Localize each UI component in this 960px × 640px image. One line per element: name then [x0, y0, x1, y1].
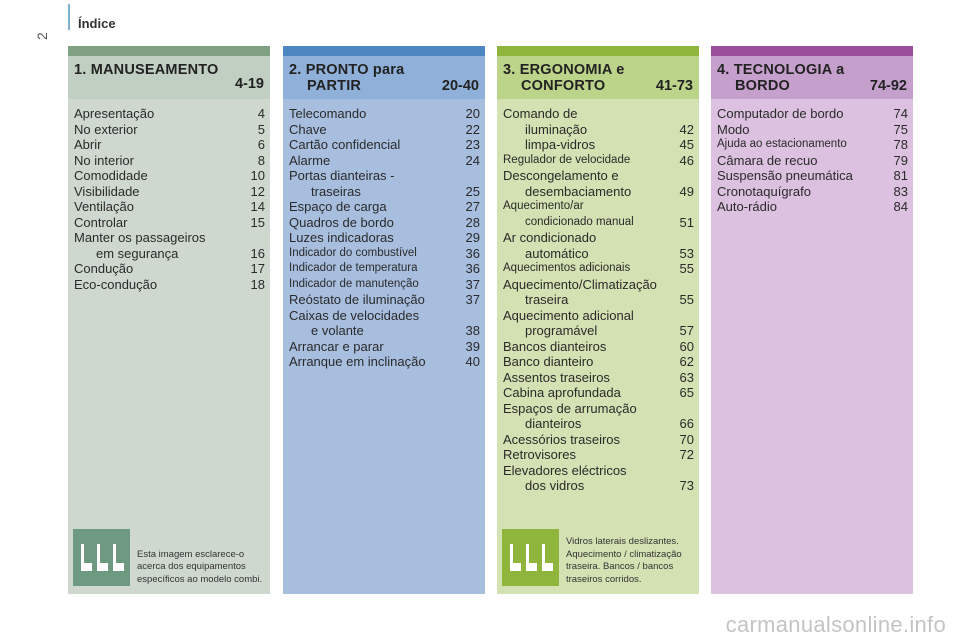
section-color-strip — [283, 46, 485, 56]
index-entry-page: 37 — [465, 292, 480, 307]
index-entry[interactable] — [717, 137, 908, 153]
model-note — [73, 529, 267, 586]
index-entry[interactable] — [503, 401, 694, 432]
index-entry-label: Suspensão pneumática — [717, 168, 853, 183]
index-entry-label: Elevadores eléctricos — [503, 462, 627, 478]
index-entry-page: 28 — [465, 214, 480, 230]
index-entry[interactable] — [74, 277, 265, 293]
model-note-line: traseira. Bancos / bancos — [566, 561, 674, 572]
index-entry[interactable] — [289, 199, 480, 215]
index-entry-label: Câmara de recuo — [717, 152, 818, 168]
index-entry-page: 63 — [679, 369, 694, 385]
section-page-range: 41-73 — [655, 78, 693, 94]
index-entry-page: 78 — [893, 137, 908, 152]
index-entry[interactable] — [74, 230, 265, 261]
index-entry-page: 57 — [679, 323, 694, 338]
index-entry-label: Acessórios traseiros — [503, 431, 621, 447]
index-entry-page: 16 — [250, 245, 265, 261]
index-entry[interactable] — [717, 122, 908, 138]
index-entry[interactable] — [74, 215, 265, 231]
section-title-line2: CONFORTO — [521, 78, 606, 94]
index-entry-label: Aquecimento adicional — [503, 307, 634, 323]
index-entry-label: Ar condicionado — [503, 230, 597, 245]
section-title-line2: PARTIR — [307, 78, 362, 94]
index-entry-page: 36 — [465, 245, 480, 261]
index-entry-label: Indicador de manutenção — [289, 277, 419, 290]
index-entry-page: 4 — [257, 106, 265, 121]
index-entry-page: 75 — [893, 121, 908, 137]
index-entry[interactable] — [503, 277, 694, 308]
index-entry-label: Manter os passageiros — [74, 230, 206, 245]
index-entry-label: traseiras — [311, 183, 361, 199]
index-entry-label: Aquecimento/Climatização — [503, 276, 657, 292]
index-entry[interactable] — [503, 137, 694, 153]
index-entry-label: Indicador do combustível — [289, 246, 417, 259]
page-title: Índice — [78, 16, 116, 31]
section-color-strip — [711, 46, 913, 56]
index-entry[interactable] — [74, 199, 265, 215]
index-entry-label: Ventilação — [74, 199, 134, 214]
section-color-strip — [68, 46, 270, 56]
seats-icon — [73, 529, 130, 586]
index-entry-page: 73 — [679, 478, 694, 493]
index-entry-label: Luzes indicadoras — [289, 230, 394, 245]
index-entry-label: limpa-vidros — [525, 137, 596, 152]
index-entry[interactable] — [503, 153, 694, 169]
index-entry-label: Computador de bordo — [717, 106, 844, 121]
model-note-line: Esta imagem esclarece-o — [137, 548, 245, 560]
index-entry-page: 20 — [465, 106, 480, 121]
model-note-line: Vidros laterais deslizantes. — [566, 536, 679, 547]
index-entry-label: Condução — [74, 261, 134, 276]
section-entry-list — [283, 99, 485, 370]
index-entry-page: 24 — [465, 152, 480, 168]
index-entry-page: 53 — [679, 245, 694, 261]
index-entry-page: 39 — [465, 338, 480, 354]
model-note-text — [566, 536, 696, 586]
index-entry[interactable] — [74, 261, 265, 277]
index-entry-label: Reóstato de iluminação — [289, 292, 425, 307]
index-entry[interactable] — [289, 339, 480, 355]
header-accent-bar — [68, 4, 70, 30]
index-entry[interactable] — [503, 230, 694, 261]
index-entry-label: Descongelamento e — [503, 168, 619, 183]
index-entry-label: programável — [525, 323, 598, 338]
index-entry-page: 60 — [679, 338, 694, 354]
index-entry-label: No interior — [74, 152, 134, 168]
index-entry[interactable] — [717, 153, 908, 169]
index-entry[interactable] — [289, 106, 480, 122]
index-entry-page: 70 — [679, 431, 694, 447]
index-entry-label: Cabina aprofundada — [503, 385, 621, 400]
index-entry-label: Apresentação — [74, 106, 155, 121]
index-entry-label: Ajuda ao estacionamento — [717, 138, 847, 150]
index-entry-page: 42 — [679, 121, 694, 137]
section-column-1 — [68, 46, 270, 594]
section-title-line1: 3. ERGONOMIA e — [503, 62, 625, 78]
index-entry-page: 51 — [679, 214, 694, 230]
index-entry[interactable] — [289, 292, 480, 308]
index-entry[interactable] — [74, 184, 265, 200]
index-entry-label: Comando de — [503, 106, 578, 121]
index-entry[interactable] — [503, 385, 694, 401]
model-note-line: Aquecimento / climatização — [566, 548, 682, 560]
section-title[interactable] — [68, 56, 270, 99]
index-entry[interactable] — [289, 308, 480, 339]
index-entry[interactable] — [289, 354, 480, 370]
index-entry[interactable] — [503, 463, 694, 494]
index-entry[interactable] — [289, 153, 480, 169]
page-number: 2 — [34, 32, 50, 40]
index-entry[interactable] — [74, 122, 265, 138]
index-entry-page: 55 — [679, 261, 694, 276]
index-entry-label: Portas dianteiras - — [289, 168, 395, 183]
index-entry-page: 25 — [465, 183, 480, 199]
section-column-3 — [497, 46, 699, 594]
section-title[interactable] — [711, 56, 913, 99]
index-entry-page: 37 — [465, 276, 480, 292]
section-entry-list — [497, 99, 699, 494]
index-entry[interactable] — [503, 370, 694, 386]
section-color-strip — [497, 46, 699, 56]
index-entry-label: Quadros de bordo — [289, 214, 394, 230]
index-entry-label: Espaço de carga — [289, 199, 387, 214]
index-entry[interactable] — [74, 137, 265, 153]
index-entry-label: iluminação — [525, 121, 588, 137]
index-entry[interactable] — [503, 339, 694, 355]
index-entry[interactable] — [503, 432, 694, 448]
index-entry-label: Indicador de temperatura — [289, 262, 418, 274]
model-note-text — [137, 549, 267, 587]
index-entry-label: Aquecimentos adicionais — [503, 262, 631, 274]
index-entry-label: traseira — [525, 292, 569, 307]
index-entry-page: 81 — [893, 168, 908, 183]
section-title[interactable] — [497, 56, 699, 99]
index-entry[interactable] — [503, 354, 694, 370]
index-entry-label: e volante — [311, 323, 364, 338]
index-entry-label: dos vidros — [525, 478, 585, 493]
index-entry[interactable] — [289, 122, 480, 138]
index-entry-page: 5 — [257, 121, 265, 137]
index-entry-label: Arrancar e parar — [289, 338, 384, 354]
index-entry[interactable] — [289, 261, 480, 277]
index-entry-page: 45 — [679, 137, 694, 152]
index-entry-label: automático — [525, 245, 589, 261]
index-entry-label: Auto-rádio — [717, 199, 777, 214]
index-entry-page: 12 — [250, 183, 265, 199]
index-entry-label: desembaciamento — [525, 183, 632, 199]
index-entry[interactable] — [289, 246, 480, 262]
seats-icon — [502, 529, 559, 586]
index-entry-label: dianteiros — [525, 416, 582, 431]
index-entry-page: 18 — [250, 276, 265, 292]
index-entry-page: 22 — [465, 121, 480, 137]
model-note-line: específicos ao modelo combi. — [137, 573, 263, 585]
section-title-line2: BORDO — [735, 78, 790, 94]
index-entry[interactable] — [717, 168, 908, 184]
index-entry[interactable] — [289, 168, 480, 199]
index-entry-label: No exterior — [74, 121, 138, 137]
model-note-line: traseiros corridos. — [566, 573, 642, 585]
section-title-line1: 2. PRONTO para — [289, 62, 405, 78]
index-entry-label: Arranque em inclinação — [289, 354, 426, 369]
index-entry-page: 46 — [679, 152, 694, 168]
index-entry-page: 10 — [250, 168, 265, 183]
index-entry[interactable] — [503, 261, 694, 277]
index-entry-page: 8 — [257, 152, 265, 168]
index-entry[interactable] — [74, 106, 265, 122]
index-entry-label: Eco-condução — [74, 276, 158, 292]
index-entry-label: Modo — [717, 121, 750, 137]
index-entry[interactable] — [289, 137, 480, 153]
index-entry-label: Caixas de velocidades — [289, 307, 420, 323]
index-entry-page: 74 — [893, 106, 908, 121]
section-page-range: 20-40 — [441, 78, 479, 94]
index-entry[interactable] — [503, 168, 694, 199]
section-page-range: 74-92 — [869, 78, 907, 94]
index-entry-page: 55 — [679, 292, 694, 307]
index-entry-page: 62 — [679, 354, 694, 369]
index-entry[interactable] — [74, 168, 265, 184]
index-entry-label: Regulador de velocidade — [503, 153, 631, 166]
index-entry[interactable] — [503, 308, 694, 339]
index-entry[interactable] — [503, 199, 694, 230]
index-entry[interactable] — [717, 106, 908, 122]
index-entry-page: 66 — [679, 416, 694, 431]
section-title-line1: 4. TECNOLOGIA a — [717, 62, 845, 78]
section-page-range: 4-19 — [234, 76, 264, 92]
section-column-2 — [283, 46, 485, 594]
index-entry-page: 79 — [893, 152, 908, 168]
index-entry-page: 15 — [250, 214, 265, 230]
index-entry[interactable] — [503, 447, 694, 463]
index-entry[interactable] — [717, 199, 908, 215]
index-entry-label: Alarme — [289, 152, 331, 168]
index-entry-label: Retrovisores — [503, 447, 576, 462]
index-entry-label: Controlar — [74, 214, 128, 230]
section-entry-list — [711, 99, 913, 215]
index-entry[interactable] — [289, 277, 480, 293]
index-entry-label: Bancos dianteiros — [503, 338, 607, 354]
index-entry-label: Cartão confidencial — [289, 137, 401, 152]
index-entry-label: Aquecimento/ar — [503, 200, 584, 212]
index-entry-page: 36 — [465, 261, 480, 276]
index-entry-page: 29 — [465, 230, 480, 245]
index-entry-page: 83 — [893, 183, 908, 199]
model-note-line: acerca dos equipamentos — [137, 561, 246, 572]
index-entry-label: condicionado manual — [525, 215, 634, 228]
section-title[interactable] — [283, 56, 485, 99]
section-title-line1: 1. MANUSEAMENTO — [74, 62, 219, 78]
index-entry-page: 40 — [465, 354, 480, 369]
section-entry-list — [68, 99, 270, 292]
index-entry[interactable] — [289, 230, 480, 246]
index-entry-page: 65 — [679, 385, 694, 400]
index-entry-label: Abrir — [74, 137, 102, 152]
index-entry-page: 17 — [250, 261, 265, 276]
index-entry-page: 14 — [250, 199, 265, 214]
index-entry-page: 6 — [257, 137, 265, 152]
index-entry-page: 27 — [465, 199, 480, 214]
index-entry-page: 38 — [465, 323, 480, 338]
index-entry[interactable] — [74, 153, 265, 169]
index-entry-label: em segurança — [96, 245, 179, 261]
watermark: carmanualsonline.info — [725, 612, 946, 637]
index-entry-label: Comodidade — [74, 168, 148, 183]
model-note — [502, 529, 696, 586]
index-entry-label: Cronotaquígrafo — [717, 183, 811, 199]
index-entry-label: Espaços de arrumação — [503, 400, 637, 416]
index-entry-page: 84 — [893, 199, 908, 214]
index-entry[interactable] — [717, 184, 908, 200]
index-entry-page: 72 — [679, 447, 694, 462]
index-entry-page: 49 — [679, 183, 694, 199]
index-entry-page: 23 — [465, 137, 480, 152]
section-column-4 — [711, 46, 913, 594]
index-entry-label: Banco dianteiro — [503, 354, 594, 369]
index-entry-label: Assentos traseiros — [503, 369, 610, 385]
index-entry[interactable] — [289, 215, 480, 231]
index-entry-label: Visibilidade — [74, 183, 140, 199]
index-entry[interactable] — [503, 106, 694, 137]
index-entry-label: Telecomando — [289, 106, 367, 121]
index-entry-label: Chave — [289, 121, 327, 137]
